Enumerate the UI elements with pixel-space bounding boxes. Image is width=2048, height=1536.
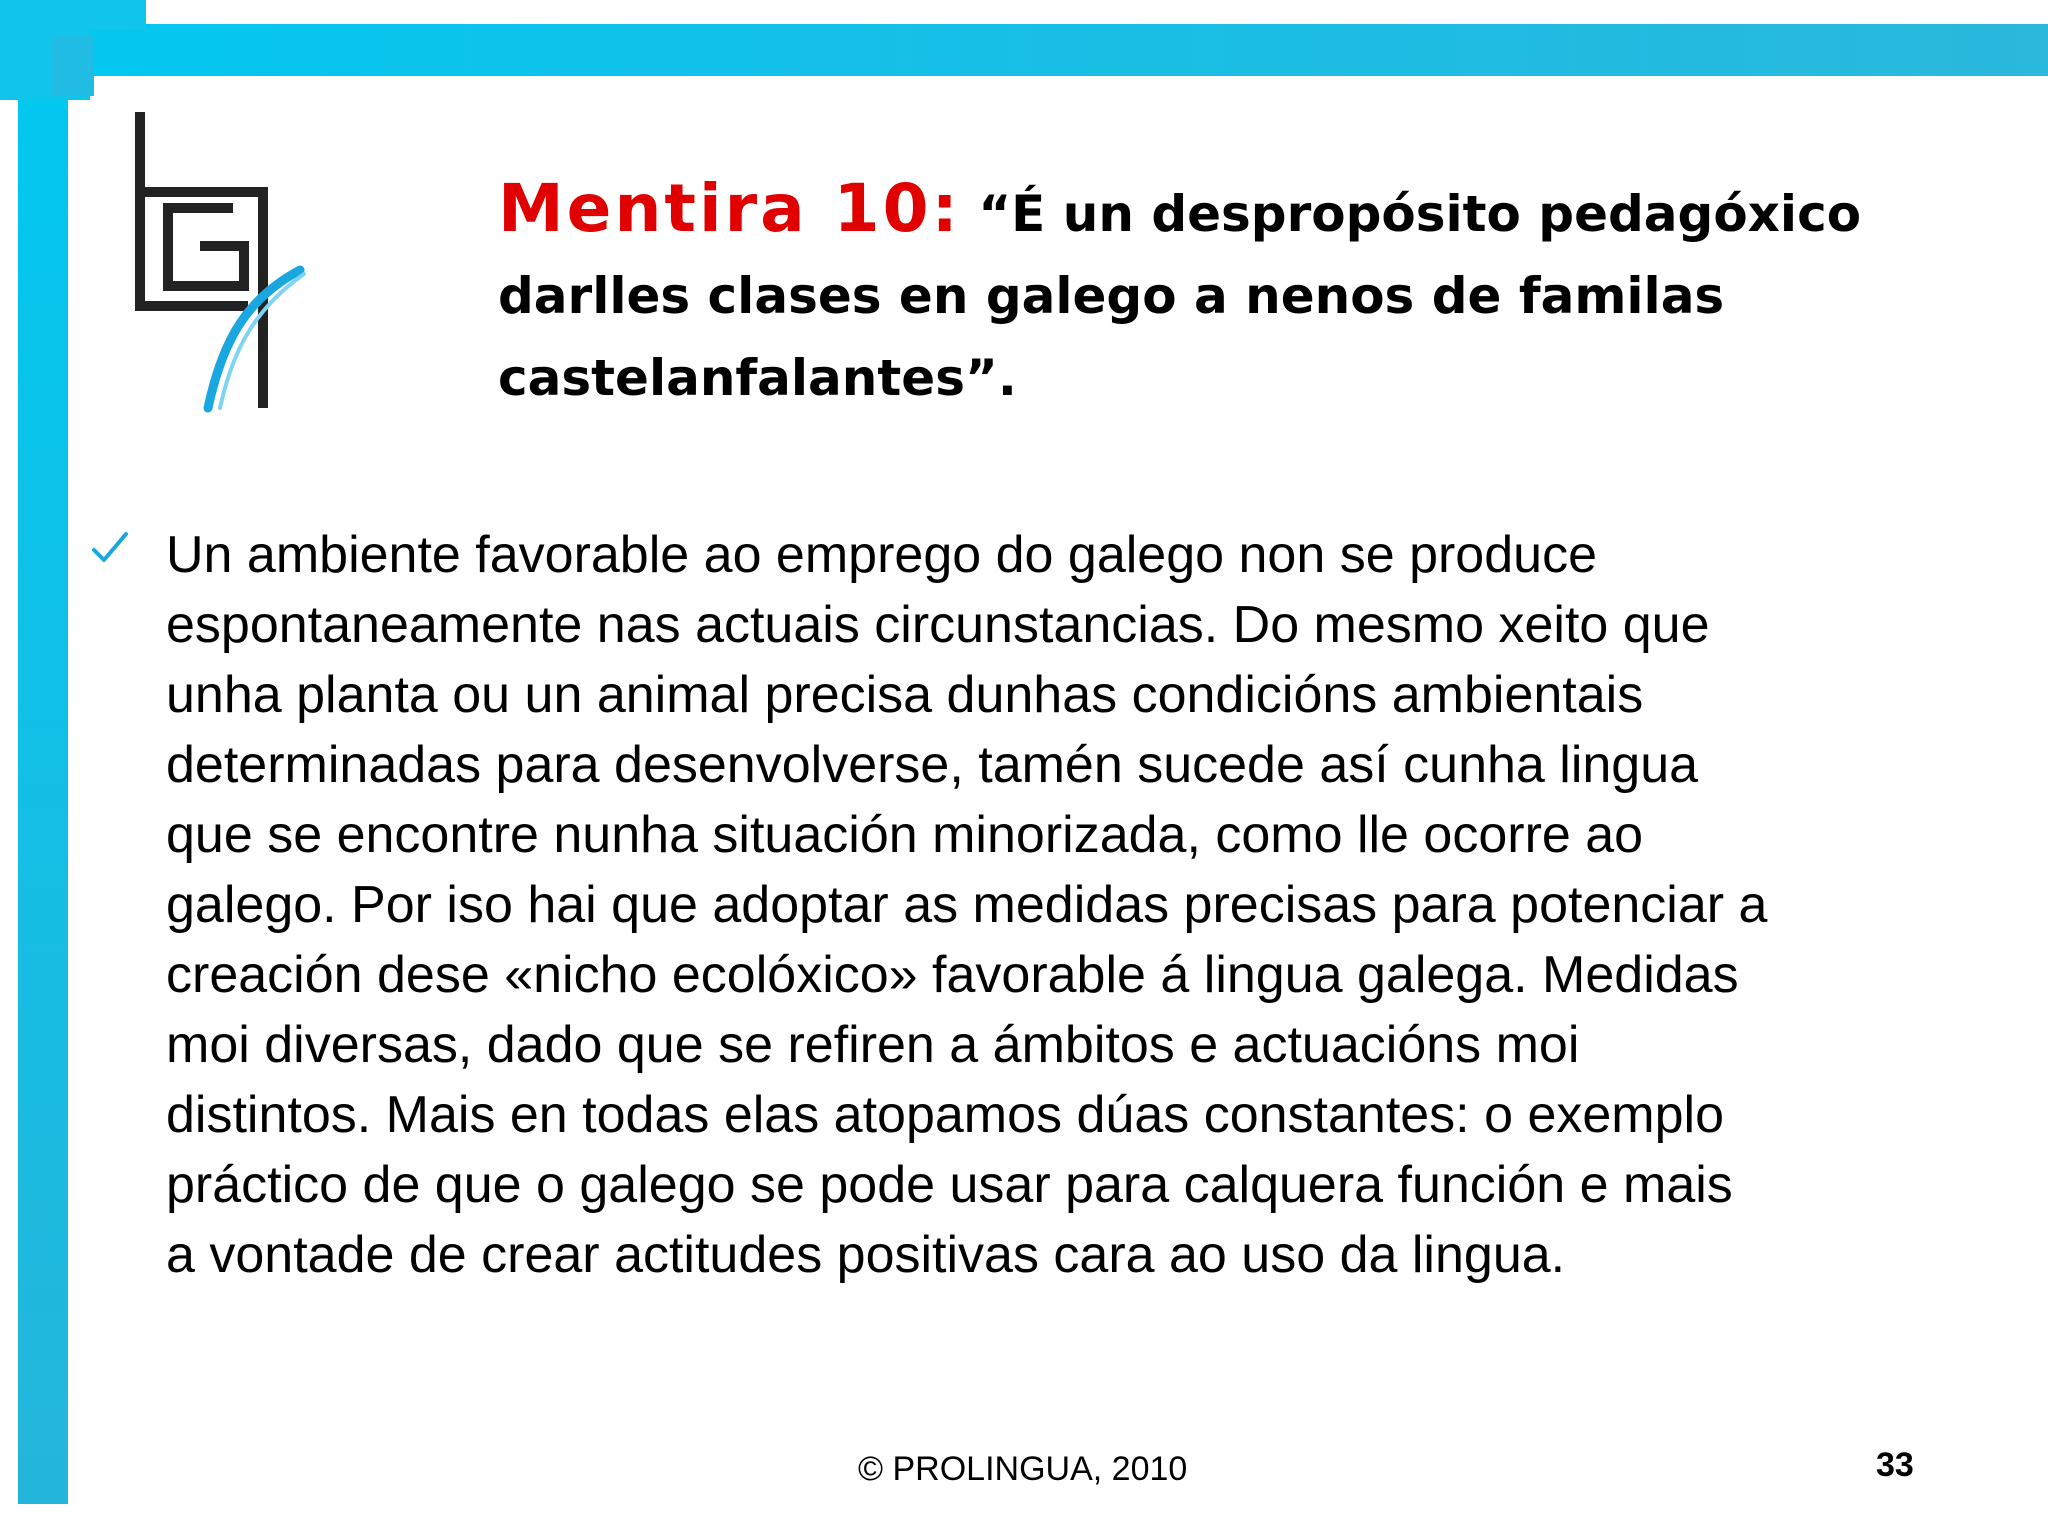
footer-copyright: © PROLINGUA, 2010 <box>858 1450 1188 1488</box>
slide-title <box>498 168 1958 419</box>
title-prefix: Mentira 10: <box>498 170 961 247</box>
title-quote: “É un despropósito pedagóxico darlles clases en galego a nenos de familas castelanfalantes”. <box>498 185 1862 407</box>
page-number: 33 <box>1876 1446 1914 1484</box>
bullet-text: Un ambiente favorable ao emprego do galego non se produce espontaneamente nas actuais circunstancias. Do mesmo xeito que unha planta ou un animal precisa dunhas condicións ambientais determinadas para desenvolverse, tamén sucede así cunha lingua que se encontre nunha situación minorizada, como lle ocorre ao galego. Por iso hai que adoptar as medidas precisas para potenciar a creación dese «nicho ecolóxico» favorable á lingua galega. Medidas moi diversas, dado que se refiren a ámbitos e actuacións moi distintos. Mais en todas elas atopamos dúas constantes: o exemplo práctico de que o galego se pode usar para calquera función e mais a vontade de crear actitudes positivas cara ao uso da lingua. <box>166 526 1768 1284</box>
top-accent-bar <box>0 24 2048 76</box>
left-accent-bar <box>18 0 68 1504</box>
checkmark-icon <box>88 526 132 570</box>
prolingua-logo-icon <box>128 108 318 418</box>
corner-accent-block-small <box>90 0 146 30</box>
corner-accent-notch <box>52 36 94 96</box>
